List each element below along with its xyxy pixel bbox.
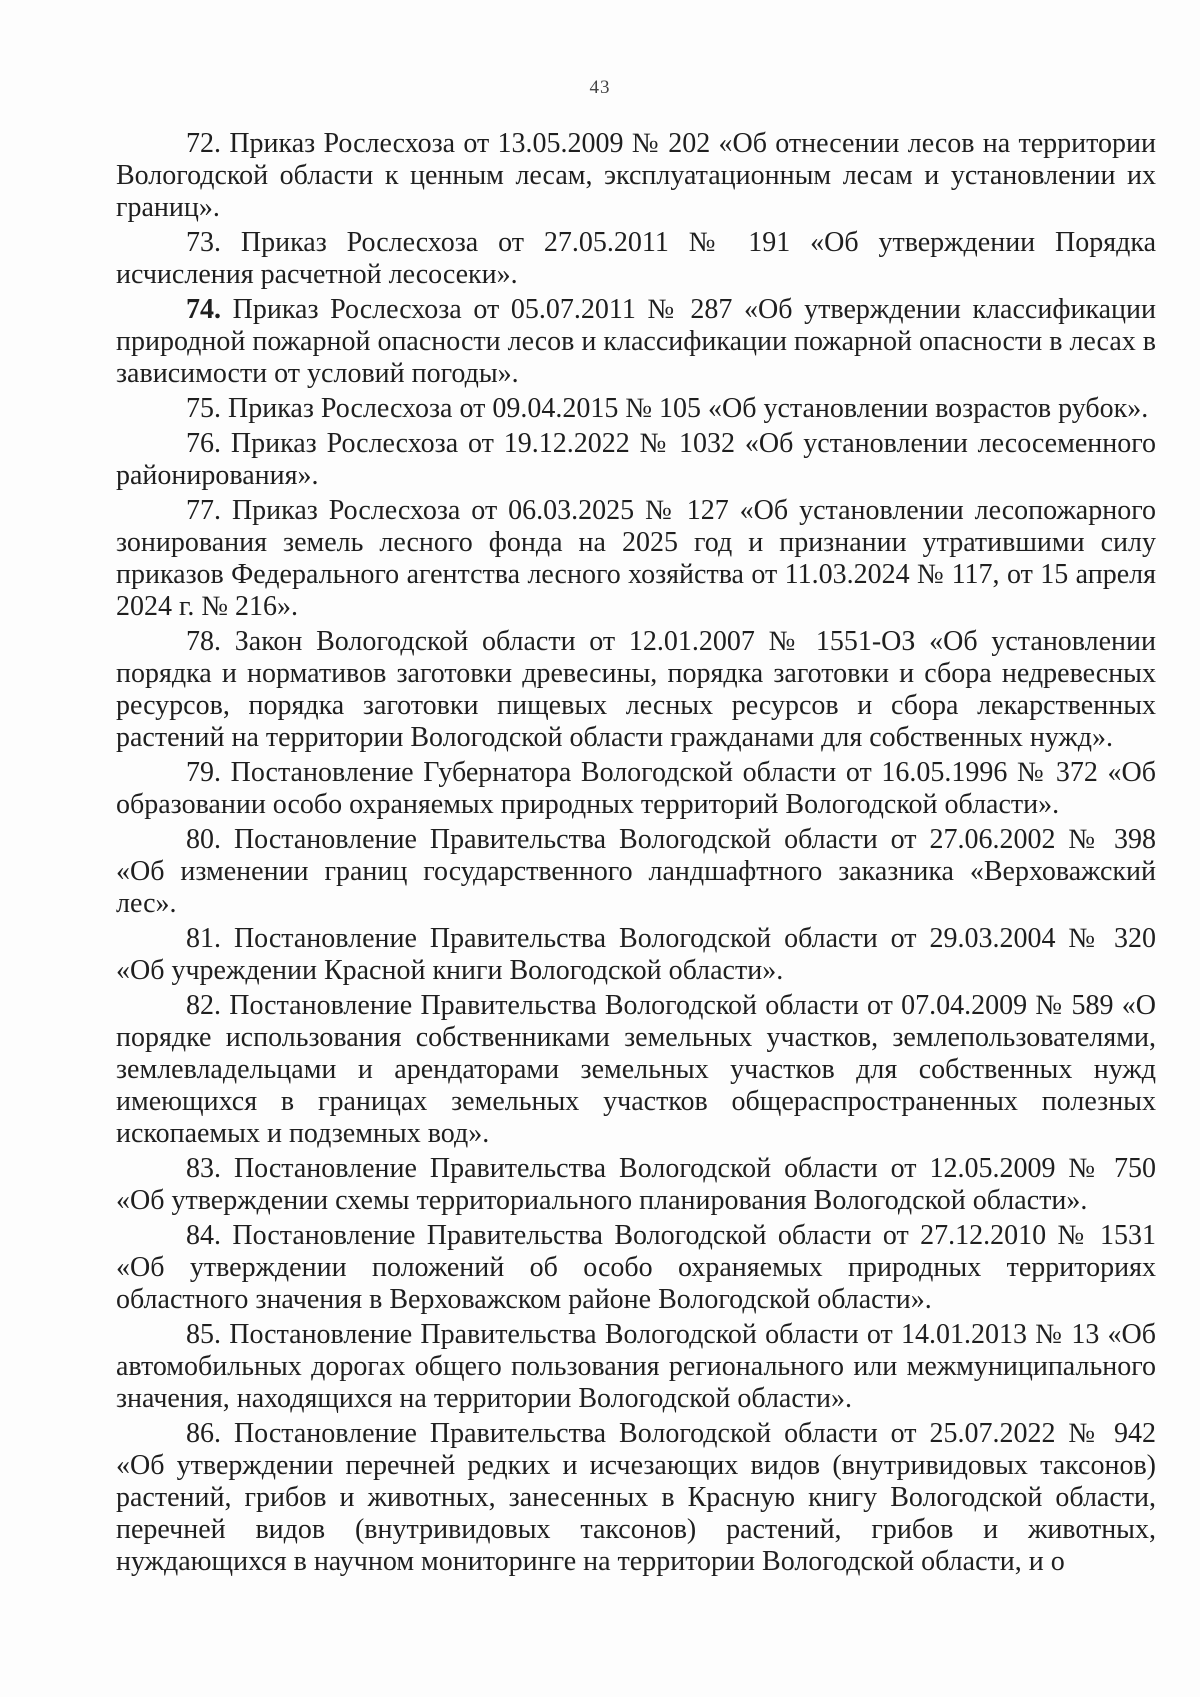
item-text: Приказ Рослесхоза от 19.12.2022 № 1032 «Об установлении лесосеменного районирования». — [116, 428, 1156, 491]
item-text: Постановление Правительства Вологодской области от 07.04.2009 № 589 «О порядке использования собственниками земельных участков, землепользователями, землевладельцами и арендаторами земельных участков для собственных нужд имеющихся в границах земельных участков общераспространенных полезных ископаемых и подземных вод». — [116, 990, 1157, 1149]
item-number: 85. — [186, 1319, 221, 1350]
references-list — [116, 128, 1156, 1581]
list-item — [116, 824, 1156, 920]
item-text: Постановление Правительства Вологодской области от 27.06.2002 № 398 «Об изменении границ государственного ландшафтного заказника «Верховажский лес». — [116, 824, 1157, 919]
item-text: Постановление Правительства Вологодской области от 25.07.2022 № 942 «Об утверждении перечней редких и исчезающих видов (внутривидовых таксонов) растений, грибов и животных, занесенных в Красную книгу Вологодской области, перечней видов (внутривидовых таксонов) растений, грибов и животных, нуждающихся в научном мониторинге на территории Вологодской области, и о — [116, 1418, 1157, 1577]
list-item — [116, 1220, 1156, 1316]
list-item — [116, 1418, 1156, 1578]
item-number: 86. — [186, 1418, 221, 1449]
list-item — [116, 923, 1156, 987]
item-text: Закон Вологодской области от 12.01.2007 № 1551-ОЗ «Об установлении порядка и нормативов заготовки древесины, порядка заготовки и сбора недревесных ресурсов, порядка заготовки пищевых лесных ресурсов и сбора лекарственных растений на территории Вологодской области гражданами для собственных нужд». — [116, 626, 1157, 753]
list-item — [116, 1153, 1156, 1217]
item-text: Постановление Правительства Вологодской области от 29.03.2004 № 320 «Об учреждении Красной книги Вологодской области». — [116, 923, 1157, 986]
item-number: 84. — [186, 1220, 221, 1251]
item-text: Постановление Правительства Вологодской области от 27.12.2010 № 1531 «Об утверждении положений об особо охраняемых природных территориях областного значения в Верховажском районе Вологодской области». — [116, 1220, 1157, 1315]
item-number: 80. — [186, 824, 221, 855]
list-item — [116, 428, 1156, 492]
item-text: Приказ Рослесхоза от 27.05.2011 № 191 «Об утверждении Порядка исчисления расчетной лесосеки». — [116, 227, 1156, 290]
item-text: Приказ Рослесхоза от 13.05.2009 № 202 «Об отнесении лесов на территории Вологодской области к ценным лесам, эксплуатационным лесам и установлении их границ». — [116, 128, 1156, 223]
list-item — [116, 990, 1156, 1150]
item-number: 83. — [186, 1153, 221, 1184]
list-item — [116, 1319, 1156, 1415]
item-text: Постановление Правительства Вологодской области от 12.05.2009 № 750 «Об утверждении схемы территориального планирования Вологодской области». — [116, 1153, 1157, 1216]
item-text: Приказ Рослесхоза от 06.03.2025 № 127 «Об установлении лесопожарного зонирования земель лесного фонда на 2025 год и признании утратившими силу приказов Федерального агентства лесного хозяйства от 11.03.2024 № 117, от 15 апреля 2024 г. № 216». — [116, 495, 1156, 622]
item-text: Приказ Рослесхоза от 05.07.2011 № 287 «Об утверждении классификации природной пожарной опасности лесов и классификации пожарной опасности в лесах в зависимости от условий погоды». — [116, 294, 1157, 389]
list-item — [116, 227, 1156, 291]
list-item — [116, 393, 1156, 425]
item-number: 74. — [186, 294, 221, 325]
item-number: 72. — [186, 128, 221, 159]
item-number: 81. — [186, 923, 221, 954]
item-text: Приказ Рослесхоза от 09.04.2015 № 105 «Об установлении возрастов рубок». — [228, 393, 1149, 424]
list-item — [116, 495, 1156, 623]
item-number: 76. — [186, 428, 221, 459]
item-number: 75. — [186, 393, 221, 424]
item-text: Постановление Правительства Вологодской области от 14.01.2013 № 13 «Об автомобильных дорогах общего пользования регионального или межмуниципального значения, находящихся на территории Вологодской области». — [116, 1319, 1157, 1414]
item-number: 73. — [186, 227, 221, 258]
item-number: 79. — [186, 757, 221, 788]
list-item — [116, 757, 1156, 821]
item-text: Постановление Губернатора Вологодской области от 16.05.1996 № 372 «Об образовании особо охраняемых природных территорий Вологодской области». — [116, 757, 1156, 820]
page-number: 43 — [589, 77, 611, 98]
list-item — [116, 626, 1156, 754]
item-number: 82. — [186, 990, 221, 1021]
item-number: 78. — [186, 626, 221, 657]
list-item — [116, 128, 1156, 224]
list-item — [116, 294, 1156, 390]
item-number: 77. — [186, 495, 221, 526]
